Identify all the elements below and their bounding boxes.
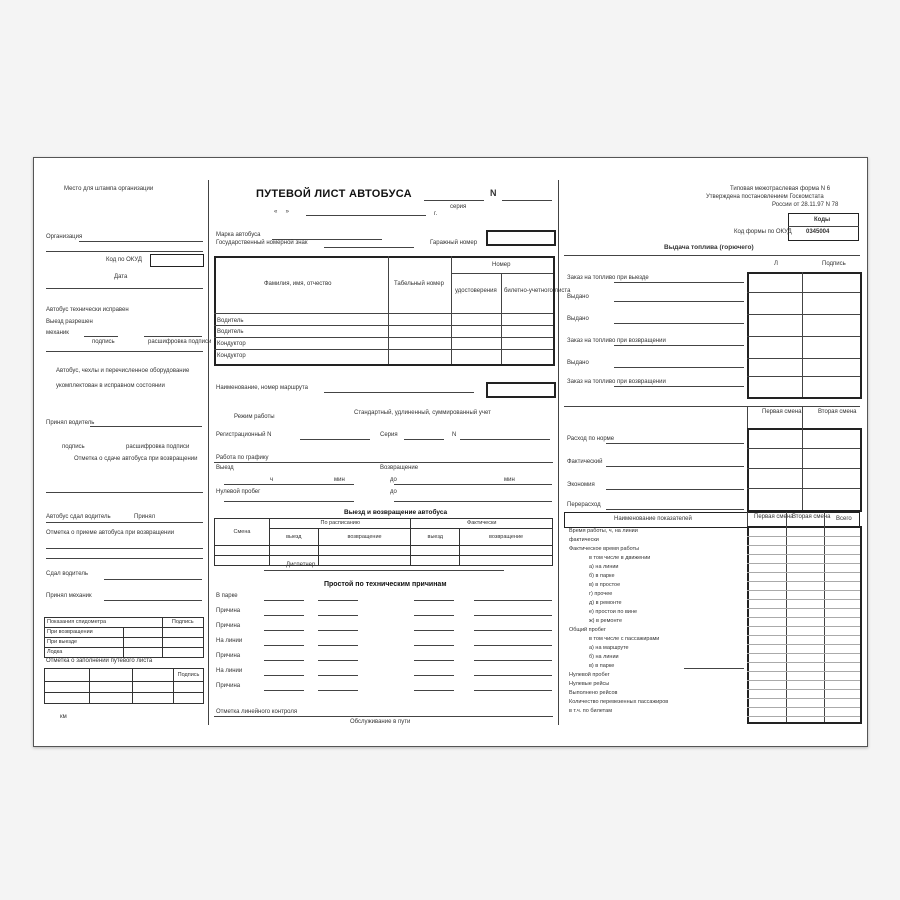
norm-row-line [606,489,744,490]
results-grid [747,526,862,724]
downtime-line [264,660,304,661]
norm-row-label: Перерасход [567,502,601,508]
crew-row-label: Кондуктор [217,353,246,359]
date-quotes: « » [274,209,290,215]
results-row-label: в т.ч. по билетам [569,708,612,714]
crew-name-header: Фамилия, имя, отчество [264,281,332,287]
speedometer-sign-header: Подпись [162,618,203,628]
okud-value: 0345004 [806,229,830,235]
sub-header: выезд [270,529,319,546]
decoding-label: расшифровка подписи [148,339,212,345]
speedometer-row: При выезде [45,638,124,648]
approved-label: Утверждена постановлением Госкомстата [706,194,824,200]
fuel-grid-line [747,376,860,377]
results-grid-line [747,536,860,537]
actual-header: Фактически [411,519,553,529]
downtime-line [318,600,358,601]
fuel-row-label: Заказ на топливо при выезде [567,275,649,281]
speedometer-table [44,617,204,658]
fuel-row-line [614,386,744,387]
date-label: Дата [114,274,128,280]
waybill-title: ПУТЕВОЙ ЛИСТ АВТОБУСА [256,188,412,200]
downtime-line [414,675,454,676]
downtime-line [474,615,552,616]
km-label: км [60,714,67,720]
fuel-row-line [614,367,744,368]
exit-mark-label: Отметка о приеме автобуса при возвращении [46,530,175,536]
nn-label: N [452,432,457,438]
results-grid-line [747,716,860,717]
downtime-row-label: Причина [216,683,241,689]
downtime-row-label: Причина [216,608,241,614]
fuel-row-label: Заказ на топливо при возвращении [567,338,666,344]
off-table-title: Выезд и возвращение автобуса [344,509,448,516]
speedometer-row: Лодка [45,648,124,658]
downtime-line [318,690,358,691]
bus-make-label: Марка автобуса [216,232,261,238]
results-grid-line [747,662,860,663]
dispatcher-label: Диспетчер [286,562,316,568]
sub-header: выезд [411,529,460,546]
results-col: Всего [836,516,852,522]
results-grid-line [747,626,860,627]
hh-label: ч [270,477,274,483]
norm-grid [747,428,862,512]
norm-grid-line [747,448,860,449]
results-grid-line [747,680,860,681]
downtime-line [318,615,358,616]
number-sign: N [490,188,497,198]
driver-accepted-label: Принял водитель [46,420,95,426]
results-row-label: ж) в ремонте [589,618,622,624]
downtime-title: Простой по техническим причинам [324,581,447,588]
downtime-line [414,600,454,601]
results-grid-line [747,581,860,582]
accepted-label: Принял [134,514,156,520]
results-row-label: Нулевые рейсы [569,681,610,687]
downtime-line [474,675,552,676]
fuel-grid-line [747,336,860,337]
crew-row-label: Кондуктор [217,341,246,347]
decoding2-label: расшифровка подписи [126,444,190,450]
downtime-line [264,690,304,691]
zero-label: Нулевой пробег [216,489,261,495]
to2-label: до [390,489,397,495]
crew-row-label: Водитель [217,329,244,335]
results-grid-line [747,635,860,636]
exit-return-table [214,518,553,566]
results-row-label: а) на маршруте [589,645,629,651]
downtime-line [264,615,304,616]
mechanic-return-label: Принял механик [46,593,92,599]
right-separator [558,180,559,725]
downtime-line [318,630,358,631]
mechanic-label: механик [46,330,69,336]
sub-header: возвращение [460,529,553,546]
downtime-line [264,675,304,676]
form-title: Типовая межотраслевая форма N 6 [730,186,831,192]
reg-number-label: Регистрационный N [216,432,272,438]
stamp-place-label: Место для штампа организации [64,186,154,192]
norm-row-line [606,443,744,444]
norm-first-header: Первая смена [762,409,802,415]
downtime-row-label: В парке [216,593,238,599]
results-grid-line [747,608,860,609]
results-grid-line [747,563,860,564]
stub-bottom-table [44,668,204,704]
downtime-line [414,630,454,631]
approved-date: России от 28.11.97 N 78 [772,202,839,208]
downtime-line [474,660,552,661]
results-row-label: д) в ремонте [589,600,622,606]
results-grid-line [747,671,860,672]
results-row-label: в том числе в движении [589,555,651,561]
gov-number-label: Государственный номерной знак [216,240,308,246]
results-row-label: Фактическое время работы [569,546,640,552]
results-row-label: б) на линии [589,654,619,660]
stub-bottom-sign-header: Подпись [174,669,204,682]
downtime-row-label: Причина [216,653,241,659]
exit-allowed-label: Выезд разрешен [46,319,93,325]
norm-second-header: Вторая смена [818,409,857,415]
results-grid-line [747,545,860,546]
service-label: Обслуживание в пути [350,719,411,725]
fuel-row-label: Выдано [567,360,589,366]
fuel-row-label: Выдано [567,294,589,300]
downtime-line [318,645,358,646]
fuel-sign-header: Подпись [822,261,846,267]
results-row-label: Время работы, ч, на линии [569,528,638,534]
fuel-grid-line [747,314,860,315]
series-label: серия [450,204,467,210]
results-row-label: Количество перевезенных пассажиров [569,699,669,705]
tech-ok-label: Автобус технически исправен [46,307,129,313]
downtime-line [318,660,358,661]
driver-sign-label: Автобус сдал водитель [46,514,111,520]
code-box-top[interactable] [486,230,556,246]
downtime-line [318,675,358,676]
norm-row-line [606,509,744,510]
results-row-label: в том числе с пассажирами [589,636,660,642]
driver-return-label: Сдал водитель [46,571,88,577]
results-row-label: в) в простое [589,582,621,588]
downtime-line [414,645,454,646]
results-grid-line [747,572,860,573]
downtime-row-label: На линии [216,638,243,644]
exit-label: Выезд [216,465,234,471]
downtime-row-label: На линии [216,668,243,674]
return-label: Возвращение [380,465,419,471]
results-row-label: в) в парке [589,663,615,669]
results-row-label: г) прочее [589,591,613,597]
speedometer-header: Показания спидометра [45,618,163,628]
crew-ticket-header: билетно-учетного листа [504,288,571,294]
downtime-line [264,645,304,646]
fuel-row-line [614,345,744,346]
okud-box[interactable] [150,254,204,267]
results-grid-line [747,653,860,654]
fuel-l-header: Л [774,261,778,267]
return-note-label: Отметка о сдаче автобуса при возвращении [74,456,198,462]
route-label: Наименование, номер маршрута [216,385,308,391]
results-grid-line [747,590,860,591]
downtime-line [414,690,454,691]
crew-number-header: Номер [492,262,511,268]
fuel-grid-line [747,292,860,293]
downtime-line [474,630,552,631]
crew-license-header: удостоверения [455,288,497,294]
fuel-row-label: Выдано [567,316,589,322]
work-mode-label: Режим работы [234,414,275,420]
codes-label: Коды [814,217,831,223]
signature2-label: подпись [62,444,85,450]
to-label: до [390,477,397,483]
results-grid-line [747,554,860,555]
garage-number-label: Гаражный номер [430,240,478,246]
results-row-label: Выполнено рейсов [569,690,618,696]
bottom-note-label: Отметка о заполнении путевого листа [46,658,153,664]
signature-label: подпись [92,339,115,345]
results-grid-line [747,698,860,699]
downtime-line [414,660,454,661]
vehicle-accepted-label: Автобус, чехлы и перечисленное оборудование [56,368,190,374]
line-control-label: Отметка линейного контроля [216,709,298,715]
downtime-line [474,600,552,601]
speedometer-row: При возвращении [45,628,124,638]
downtime-line [414,615,454,616]
year-label: г. [434,211,438,217]
results-row-label: е) простои по вине [589,609,638,615]
results-row-label: а) на линии [589,564,619,570]
good-condition-label: укомплектован в исправном состоянии [56,383,165,389]
results-grid-line [747,599,860,600]
fuel-row-line [614,301,744,302]
results-grid-line [747,617,860,618]
results-col: Первая смена [754,514,794,520]
okud-label: Код по ОКУД [106,257,142,263]
results-grid-line [747,644,860,645]
okud-form-label: Код формы по ОКУД [734,229,792,235]
downtime-line [264,600,304,601]
shift-col: Смена [215,519,270,546]
fuel-title: Выдача топлива (горючего) [664,244,754,251]
results-row-label: фактически [569,537,599,543]
org-label: Организация [46,234,83,240]
downtime-line [474,645,552,646]
downtime-row-label: Причина [216,623,241,629]
sub-header: возвращение [318,529,411,546]
waybill-sheet [33,157,868,747]
norm-row-label: Фактический [567,459,603,465]
fuel-row-line [614,282,744,283]
mm2-label: мин [504,477,515,483]
fuel-row-label: Заказ на топливо при возвращении [567,379,666,385]
norm-row-label: Расход по норме [567,436,615,442]
results-row-label: б) в парке [589,573,615,579]
series2-label: Серия [380,432,398,438]
norm-grid-line [747,468,860,469]
work-mode-options: Стандартный, удлиненный, суммированный учет [354,410,491,416]
results-grid-line [747,707,860,708]
norm-row-line [606,466,744,467]
results-row-label: Нулевой пробег [569,672,610,678]
results-line [684,668,744,669]
fuel-grid-line [747,358,860,359]
norm-grid-line [747,488,860,489]
fuel-row-line [614,323,744,324]
crew-tabel-header: Табельный номер [394,281,444,287]
norm-row-label: Экономия [567,482,595,488]
stub-separator [208,180,209,725]
mm-label: мин [334,477,345,483]
by-schedule-header: По расписанию [270,519,411,529]
downtime-line [474,690,552,691]
results-title: Наименование показателей [614,516,692,522]
downtime-line [264,630,304,631]
results-row-label: Общий пробег [569,627,606,633]
schedule-label: Работа по графику [216,455,269,461]
route-code-box[interactable] [486,382,556,398]
results-col: Вторая смена [792,514,831,520]
crew-row-label: Водитель [217,318,244,324]
results-grid-line [747,689,860,690]
